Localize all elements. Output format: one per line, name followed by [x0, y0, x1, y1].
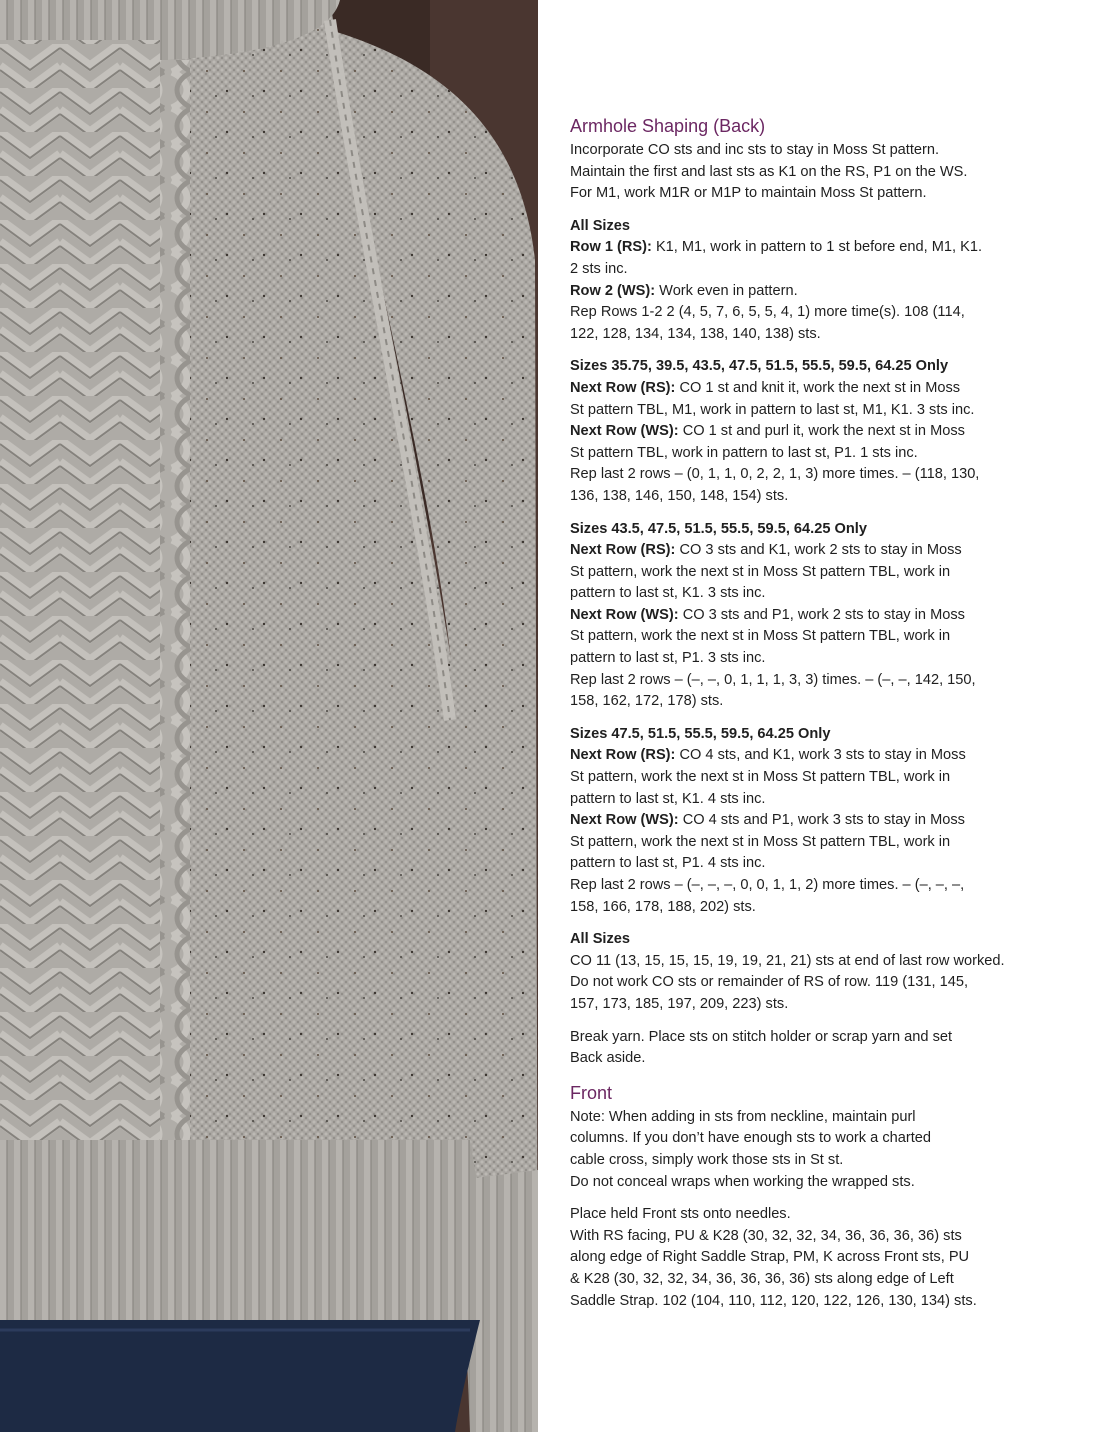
instruction-line — [570, 691, 1030, 713]
instruction-line — [570, 464, 1030, 486]
instruction-block — [570, 216, 1030, 346]
row-text: Rep last 2 rows – (–, –, 0, 1, 1, 1, 3, 3) times. – (–, –, 142, 150, — [570, 671, 976, 688]
instruction-line — [570, 486, 1030, 508]
row-text: pattern to last st, P1. 4 sts inc. — [570, 855, 766, 872]
armhole-heading: Armhole Shaping (Back) — [570, 116, 766, 136]
instruction-line — [570, 605, 1030, 627]
row-text: CO 3 sts and K1, work 2 sts to stay in Moss — [675, 542, 962, 559]
instruction-block — [570, 929, 1030, 1015]
row-text: 157, 173, 185, 197, 209, 223) sts. — [570, 995, 789, 1012]
instruction-line — [570, 378, 1030, 400]
row-text: 2 sts inc. — [570, 260, 628, 277]
instruction-line — [570, 281, 1030, 303]
row-text: CO 4 sts, and K1, work 3 sts to stay in Moss — [675, 747, 966, 764]
front-line: Saddle Strap. 102 (104, 110, 112, 120, 122, 126, 130, 134) sts. — [570, 1292, 977, 1309]
row-label: Next Row (RS): — [570, 747, 676, 764]
instruction-line — [570, 767, 1030, 789]
row-text: CO 1 st and knit it, work the next st in Moss — [675, 379, 961, 396]
instruction-line — [570, 400, 1030, 422]
instruction-line — [570, 951, 1030, 973]
front-line: With RS facing, PU & K28 (30, 32, 32, 34, 36, 36, 36, 36) sts — [570, 1227, 962, 1244]
armhole-intro — [570, 140, 1030, 205]
front-line: Place held Front sts onto needles. — [570, 1206, 791, 1223]
row-text: K1, M1, work in pattern to 1 st before end, M1, K1. — [651, 239, 983, 256]
size-subheading: Sizes 35.75, 39.5, 43.5, 47.5, 51.5, 55.5, 59.5, 64.25 Only — [570, 358, 949, 375]
size-subheading: Sizes 43.5, 47.5, 51.5, 55.5, 59.5, 64.25 Only — [570, 520, 867, 537]
row-text: pattern to last st, P1. 3 sts inc. — [570, 650, 766, 667]
row-text: Rep last 2 rows – (–, –, –, 0, 0, 1, 1, 2) more times. – (–, –, –, — [570, 877, 965, 893]
front-line: Do not conceal wraps when working the wrapped sts. — [570, 1173, 915, 1190]
row-label: Next Row (RS): — [570, 542, 676, 559]
row-text: St pattern, work the next st in Moss St pattern TBL, work in — [570, 563, 951, 580]
row-text: St pattern TBL, work in pattern to last st, P1. 1 sts inc. — [570, 444, 918, 461]
row-text: Do not work CO sts or remainder of RS of row. 119 (131, 145, — [570, 974, 968, 991]
instruction-line — [570, 237, 1030, 259]
instruction-line — [570, 745, 1030, 767]
row-label: Row 1 (RS): — [570, 239, 652, 256]
row-text: Rep Rows 1-2 2 (4, 5, 7, 6, 5, 5, 4, 1) more time(s). 108 (114, — [570, 304, 965, 321]
row-label: Next Row (RS): — [570, 379, 676, 396]
front-line: along edge of Right Saddle Strap, PM, K across Front sts, PU — [570, 1249, 970, 1266]
instruction-line — [570, 259, 1030, 281]
row-label: Next Row (WS): — [570, 812, 679, 829]
front-heading: Front — [570, 1082, 613, 1103]
instruction-block — [570, 519, 1030, 713]
row-text: pattern to last st, K1. 3 sts inc. — [570, 585, 766, 602]
instruction-line — [570, 1048, 1030, 1070]
front-block — [570, 1204, 1030, 1312]
front-line: columns. If you don’t have enough sts to work a charted — [570, 1130, 931, 1147]
row-text: Back aside. — [570, 1050, 646, 1067]
row-text: Break yarn. Place sts on stitch holder or scrap yarn and set — [570, 1028, 953, 1045]
intro-line: Maintain the first and last sts as K1 on the RS, P1 on the WS. — [570, 163, 968, 180]
front-line: & K28 (30, 32, 32, 34, 36, 36, 36, 36) sts along edge of Left — [570, 1270, 954, 1287]
instruction-line — [570, 994, 1030, 1016]
row-text: St pattern, work the next st in Moss St pattern TBL, work in — [570, 769, 951, 786]
sweater-photo — [0, 0, 538, 1432]
row-text: St pattern, work the next st in Moss St pattern TBL, work in — [570, 833, 951, 850]
size-subheading: All Sizes — [570, 931, 631, 948]
sweater-illustration — [0, 0, 538, 1432]
row-text: 122, 128, 134, 134, 138, 140, 138) sts. — [570, 325, 821, 342]
front-line: Note: When adding in sts from neckline, maintain purl — [570, 1108, 916, 1125]
front-block — [570, 1107, 1030, 1193]
instruction-line — [570, 324, 1030, 346]
front-blocks — [570, 1107, 1030, 1312]
instruction-line — [570, 789, 1030, 811]
instruction-line — [570, 1027, 1030, 1049]
instruction-line — [570, 897, 1030, 919]
instruction-line — [570, 810, 1030, 832]
size-subheading: All Sizes — [570, 217, 631, 234]
row-text: 158, 162, 172, 178) sts. — [570, 693, 724, 710]
instruction-line — [570, 875, 1030, 897]
row-label: Next Row (WS): — [570, 606, 679, 623]
instruction-line — [570, 443, 1030, 465]
row-text: St pattern, work the next st in Moss St pattern TBL, work in — [570, 628, 951, 645]
pattern-text-column — [570, 114, 1030, 1323]
instruction-block — [570, 724, 1030, 918]
instruction-block — [570, 1027, 1030, 1070]
row-text: 158, 166, 178, 188, 202) sts. — [570, 898, 756, 915]
armhole-blocks — [570, 216, 1030, 1070]
instruction-line — [570, 421, 1030, 443]
row-text: Work even in pattern. — [655, 282, 798, 299]
row-label: Row 2 (WS): — [570, 282, 656, 299]
row-text: CO 4 sts and P1, work 3 sts to stay in Moss — [678, 812, 965, 829]
instruction-line — [570, 626, 1030, 648]
instruction-line — [570, 853, 1030, 875]
instruction-line — [570, 583, 1030, 605]
size-subheading: Sizes 47.5, 51.5, 55.5, 59.5, 64.25 Only — [570, 725, 831, 742]
row-text: CO 1 st and purl it, work the next st in Moss — [678, 423, 965, 440]
row-label: Next Row (WS): — [570, 423, 679, 440]
row-text: Rep last 2 rows – (0, 1, 1, 0, 2, 2, 1, 3) more times. – (118, 130, — [570, 466, 980, 483]
instruction-line — [570, 972, 1030, 994]
instruction-line — [570, 648, 1030, 670]
instruction-block — [570, 356, 1030, 507]
row-text: pattern to last st, K1. 4 sts inc. — [570, 790, 766, 807]
instruction-line — [570, 670, 1030, 692]
intro-line: For M1, work M1R or M1P to maintain Moss St pattern. — [570, 185, 927, 202]
instruction-line — [570, 832, 1030, 854]
intro-line: Incorporate CO sts and inc sts to stay in Moss St pattern. — [570, 142, 940, 158]
instruction-line — [570, 302, 1030, 324]
instruction-line — [570, 562, 1030, 584]
row-text: 136, 138, 146, 150, 148, 154) sts. — [570, 487, 789, 504]
instruction-line — [570, 540, 1030, 562]
row-text: St pattern TBL, M1, work in pattern to last st, M1, K1. 3 sts inc. — [570, 401, 975, 418]
row-text: CO 3 sts and P1, work 2 sts to stay in Moss — [678, 606, 965, 623]
row-text: CO 11 (13, 15, 15, 15, 19, 19, 21, 21) sts at end of last row worked. — [570, 952, 1005, 969]
front-line: cable cross, simply work those sts in St st. — [570, 1151, 844, 1168]
